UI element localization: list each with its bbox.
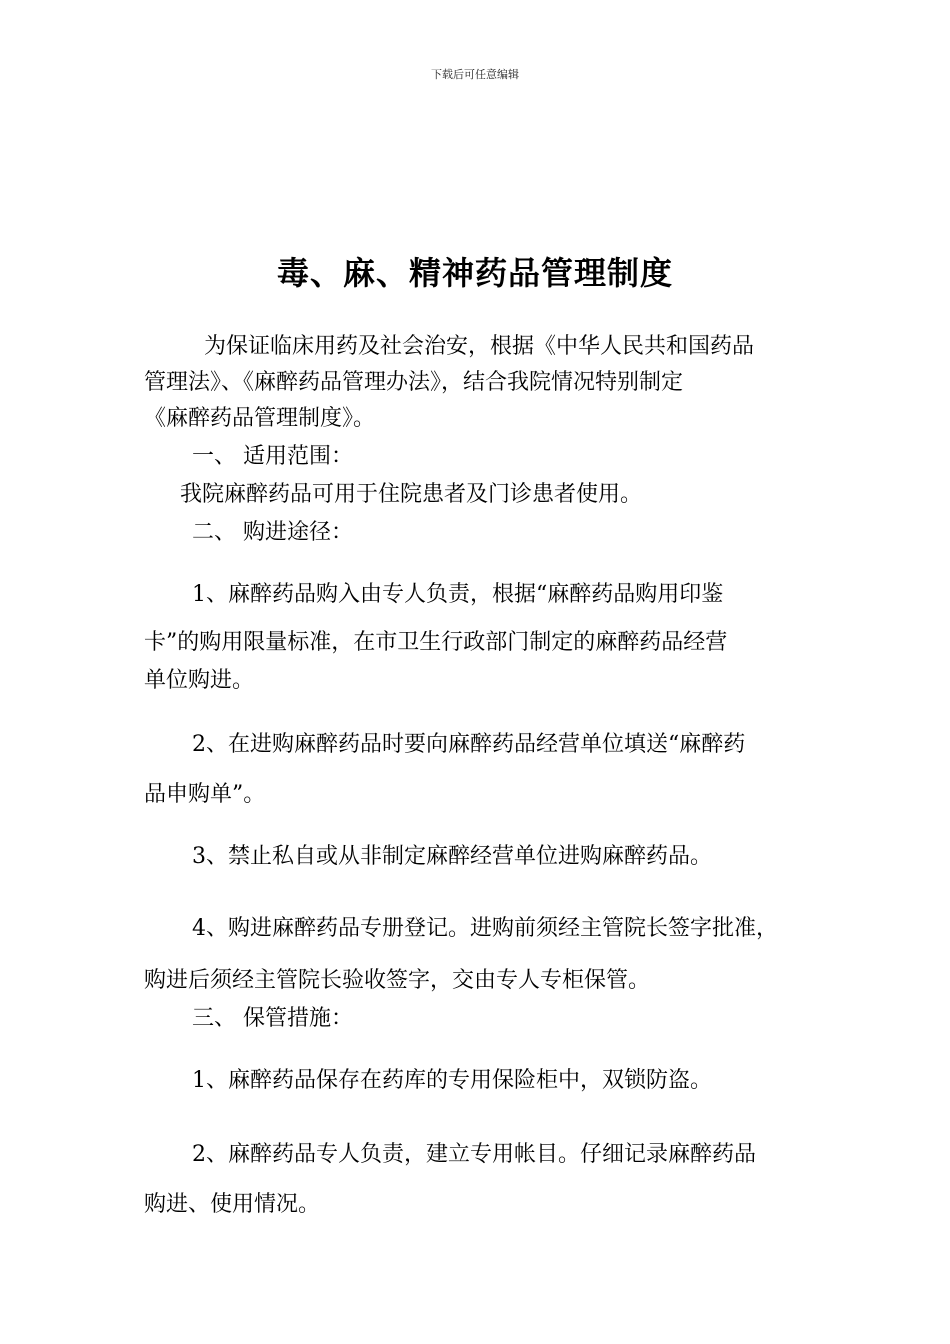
list-item-line: 卡”的购用限量标准，在市卫生行政部门制定的麻醉药品经营 bbox=[144, 630, 728, 655]
list-item-line: 2、在进购麻醉药品时要向麻醉药品经营单位填送“麻醉药 bbox=[192, 732, 746, 757]
paragraph-line: 我院麻醉药品可用于住院患者及门诊患者使用。 bbox=[180, 482, 643, 507]
list-item-line: 购进、使用情况。 bbox=[144, 1192, 321, 1217]
list-item-line: 2、麻醉药品专人负责，建立专用帐目。仔细记录麻醉药品 bbox=[192, 1142, 756, 1167]
list-item-line: 1、麻醉药品保存在药库的专用保险柜中，双锁防盗。 bbox=[192, 1068, 712, 1093]
list-item-line: 购进后须经主管院长验收签字，交由专人专柜保管。 bbox=[144, 968, 651, 993]
document-title: 毒、麻、精神药品管理制度 bbox=[276, 254, 673, 292]
list-item-line: 品申购单”。 bbox=[144, 782, 266, 807]
list-item-line: 4、购进麻醉药品专册登记。进购前须经主管院长签字批准， bbox=[192, 916, 778, 941]
section-heading: 二、 购进途径： bbox=[192, 520, 353, 545]
list-item-line: 单位购进。 bbox=[144, 668, 255, 693]
section-heading: 三、 保管措施： bbox=[192, 1006, 353, 1031]
list-item-line: 1、麻醉药品购入由专人负责，根据“麻醉药品购用印鉴 bbox=[192, 582, 724, 607]
section-heading: 一、 适用范围： bbox=[192, 444, 353, 469]
paragraph-line: 为保证临床用药及社会治安，根据《中华人民共和国药品 bbox=[204, 334, 755, 359]
paragraph-line: 《麻醉药品管理制度》。 bbox=[144, 406, 376, 431]
paragraph-line: 管理法》、《麻醉药品管理办法》，结合我院情况特别制定 bbox=[144, 370, 684, 395]
list-item-line: 3、禁止私自或从非制定麻醉经营单位进购麻醉药品。 bbox=[192, 844, 712, 869]
header-note: 下载后可任意编辑 bbox=[431, 68, 519, 81]
